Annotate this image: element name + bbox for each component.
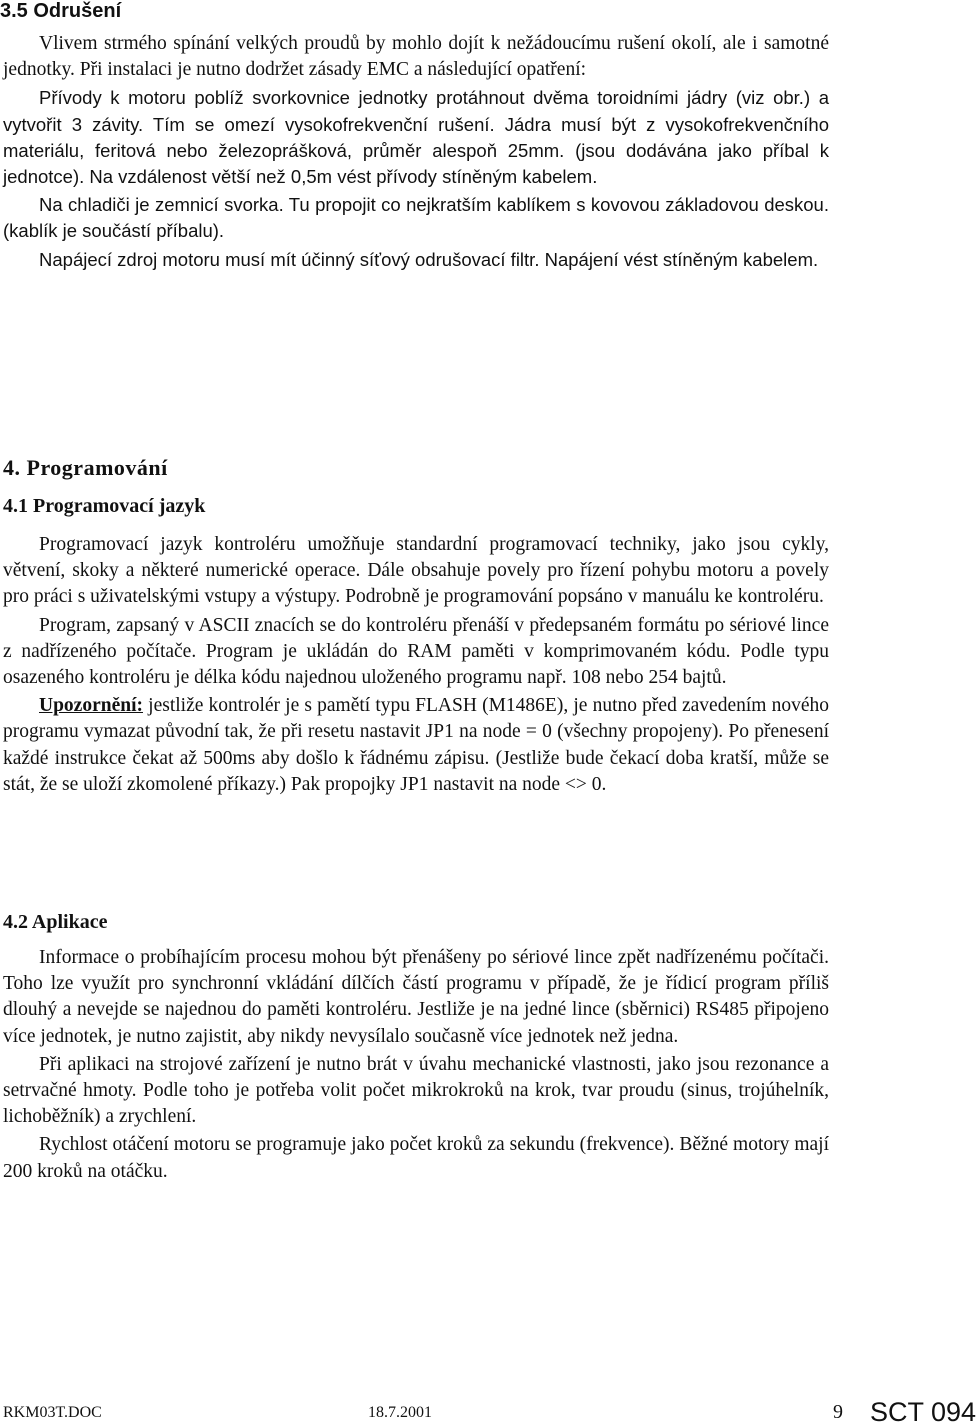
footer-date: 18.7.2001 <box>368 1404 432 1421</box>
warning-label: Upozornění: <box>39 695 143 717</box>
paragraph: Vlivem strmého spínání velkých proudů by mohlo dojít k nežádoucímu rušení okolí, ale i samotné jednotky. Při instalaci je nutno dodržet zásady EMC a následující opatření: <box>3 33 829 81</box>
paragraph: Na chladiči je zemnicí svorka. Tu propojit co nejkratším kablíkem s kovovou základovou deskou. (kablík je součástí příbalu). <box>3 194 829 242</box>
footer-document-name: RKM03T.DOC <box>3 1404 102 1421</box>
warning-text: jestliže kontrolér je s pamětí typu FLASH (M1486E), je nutno před zavedením nového programu vymazat původní tak, že při resetu nastavit JP1 na node = 0 (všechny propojeny). Po přenesení každé instrukce čekat až 500ms aby došlo k řádnému zápisu. (Jestliže bude čekací doba kratší, může se stát, že se uloží zkomolené příkazy.) Pak propojky JP1 nastavit na node <> 0. <box>3 695 829 795</box>
paragraph: Informace o probíhajícím procesu mohou být přenášeny po sériové lince zpět nadřízenému počítači. Toho lze využít pro synchronní vkládání dílčích částí programu v případě, že je řídicí program příliš dlouhý a nevejde se najednou do paměti kontroléru. Jestliže je na jedné lince (sběrnici) RS485 připojeno více jednotek, je nutno zajistit, aby nikdy nevysílalo současně více jednotek než jedna. <box>3 947 829 1047</box>
paragraph: Rychlost otáčení motoru se programuje jako počet kroků za sekundu (frekvence). Běžné motory mají 200 kroků na otáčku. <box>3 1134 829 1182</box>
section-4-2-body <box>3 945 829 1185</box>
paragraph: Napájecí zdroj motoru musí mít účinný síťový odrušovací filtr. Napájení vést stíněným kabelem. <box>39 248 819 270</box>
paragraph: Přívody k motoru poblíž svorkovnice jednotky protáhnout dvěma toroidními jádry (viz obr.) a vytvořit 3 závity. Tím se omezí vysokofrekvenční rušení. Jádra musí být z vysokofrekvenčního materiálu, feritová nebo železoprášková, průměr alespoň 25mm. (jsou dodávána jako příbal k jednotce). Na vzdálenost větší než 0,5m vést přívody stíněným kabelem. <box>3 87 829 188</box>
warning-paragraph <box>3 693 829 798</box>
chapter-4-heading: 4. Programování <box>3 455 168 480</box>
paragraph: Programovací jazyk kontroléru umožňuje standardní programovací techniky, jako jsou cykly, větvení, skoky a některé numerické operace. Dále obsahuje povely pro řízení pohybu motoru a povely pro práci s uživatelskými vstupy a výstupy. Podrobně je programování popsáno v manuálu ke kontroléru. <box>3 534 829 608</box>
section-3-5-heading: 3.5 Odrušení <box>0 0 122 22</box>
section-4-1-body <box>3 532 829 798</box>
paragraph: Při aplikaci na strojové zařízení je nutno brát v úvahu mechanické vlastnosti, jako jsou rezonance a setrvačné hmoty. Podle toho je potřeba volit počet mikrokroků na krok, tvar proudu (sinus, trojúhelník, lichoběžník) a zrychlení. <box>3 1053 829 1128</box>
footer-document-code: SCT 094 <box>870 1397 976 1427</box>
footer-page-number: 9 <box>833 1401 843 1423</box>
paragraph: Program, zapsaný v ASCII znacích se do kontroléru přenáší v předepsaném formátu po sériové lince z nadřízeného počítače. Program je ukládán do RAM paměti v komprimovaném kódu. Podle typu osazeného kontroléru je délka kódu najednou uloženého programu např. 108 nebo 254 bajtů. <box>3 614 829 689</box>
section-4-2-heading: 4.2 Aplikace <box>3 911 108 933</box>
section-4-1-heading: 4.1 Programovací jazyk <box>3 495 206 517</box>
section-3-5-body <box>3 31 829 273</box>
